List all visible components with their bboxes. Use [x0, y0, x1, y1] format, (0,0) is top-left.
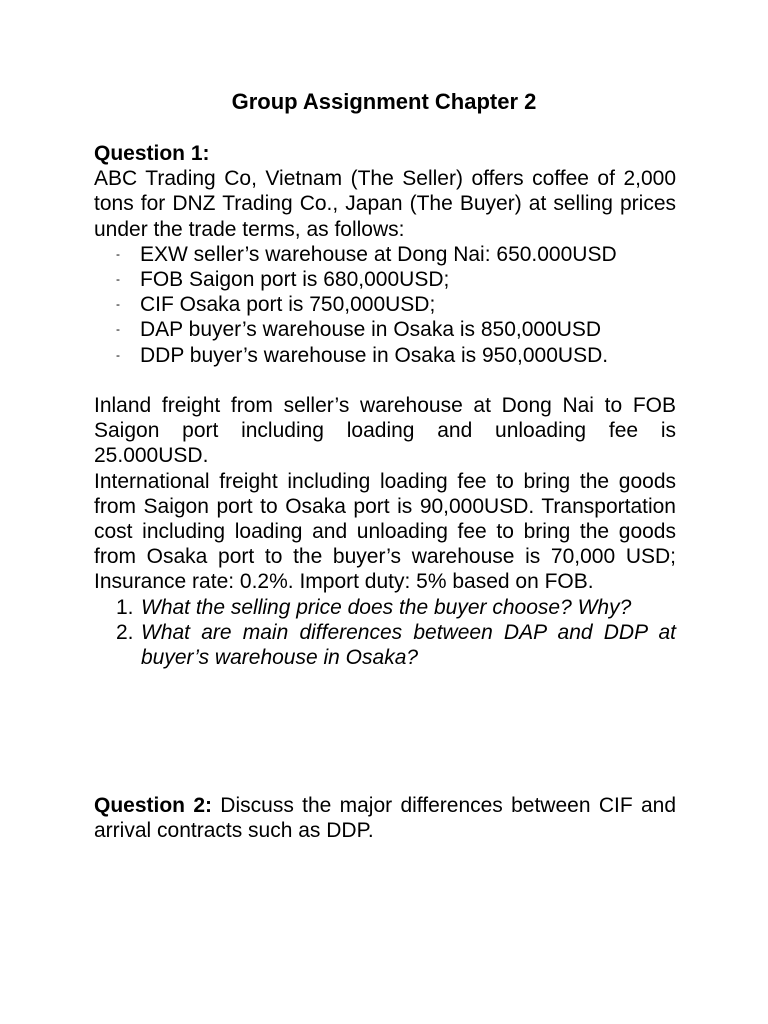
- sub-question-text: What are main differences between DAP and DDP at buyer’s warehouse in Osaka?: [141, 620, 676, 670]
- question-1-heading: Question 1:: [94, 142, 210, 165]
- question-1-intro: ABC Trading Co, Vietnam (The Seller) offers coffee of 2,000 tons for DNZ Trading Co., Japan (The Buyer) at selling prices under the trade terms, as follows:: [94, 167, 676, 241]
- trade-term-item: [94, 267, 676, 292]
- sub-questions-list: [94, 595, 676, 671]
- paragraph-spacer: [94, 368, 676, 393]
- question-2-heading: Question 2:: [94, 794, 212, 817]
- international-freight-paragraph: International freight including loading fee to bring the goods from Saigon port to Osaka port is 90,000USD. Transportation cost including loading and unloading fee to bring the goods from Osaka port to the buyer’s warehouse is 70,000 USD; Insurance rate: 0.2%. Import duty: 5% based on FOB.: [94, 469, 676, 594]
- trade-term-text: DAP buyer’s warehouse in Osaka is 850,000USD: [140, 318, 602, 342]
- bullet-dash: -: [116, 297, 120, 312]
- bullet-dash: -: [116, 322, 120, 337]
- inland-freight-paragraph: Inland freight from seller’s warehouse at Dong Nai to FOB Saigon port including loading and unloading fee is 25.000USD.: [94, 394, 676, 468]
- trade-term-text: CIF Osaka port is 750,000USD;: [140, 293, 436, 317]
- question-2-section: [94, 793, 676, 843]
- trade-terms-list: [94, 242, 676, 368]
- bullet-dash: -: [116, 272, 120, 287]
- document-title: Group Assignment Chapter 2: [231, 89, 537, 114]
- bullet-dash: -: [116, 347, 120, 362]
- question-2-text: Discuss the major differences between CIF and arrival contracts such as DDP.: [94, 794, 676, 843]
- trade-term-text: FOB Saigon port is 680,000USD;: [140, 268, 450, 292]
- trade-term-item: [94, 292, 676, 317]
- sub-question-number: 1.: [116, 595, 134, 619]
- sub-question-text: What the selling price does the buyer choose? Why?: [141, 595, 632, 619]
- trade-term-item: [94, 242, 676, 267]
- bullet-dash: -: [116, 246, 120, 261]
- trade-term-item: [94, 317, 676, 342]
- sub-question-item: [94, 595, 676, 620]
- trade-term-text: EXW seller’s warehouse at Dong Nai: 650.000USD: [140, 242, 617, 266]
- question-1-section: [94, 141, 676, 670]
- sub-question-number: 2.: [116, 620, 134, 644]
- trade-term-text: DDP buyer’s warehouse in Osaka is 950,000USD.: [140, 343, 609, 367]
- sub-question-item: [94, 620, 676, 670]
- trade-term-item: [94, 343, 676, 368]
